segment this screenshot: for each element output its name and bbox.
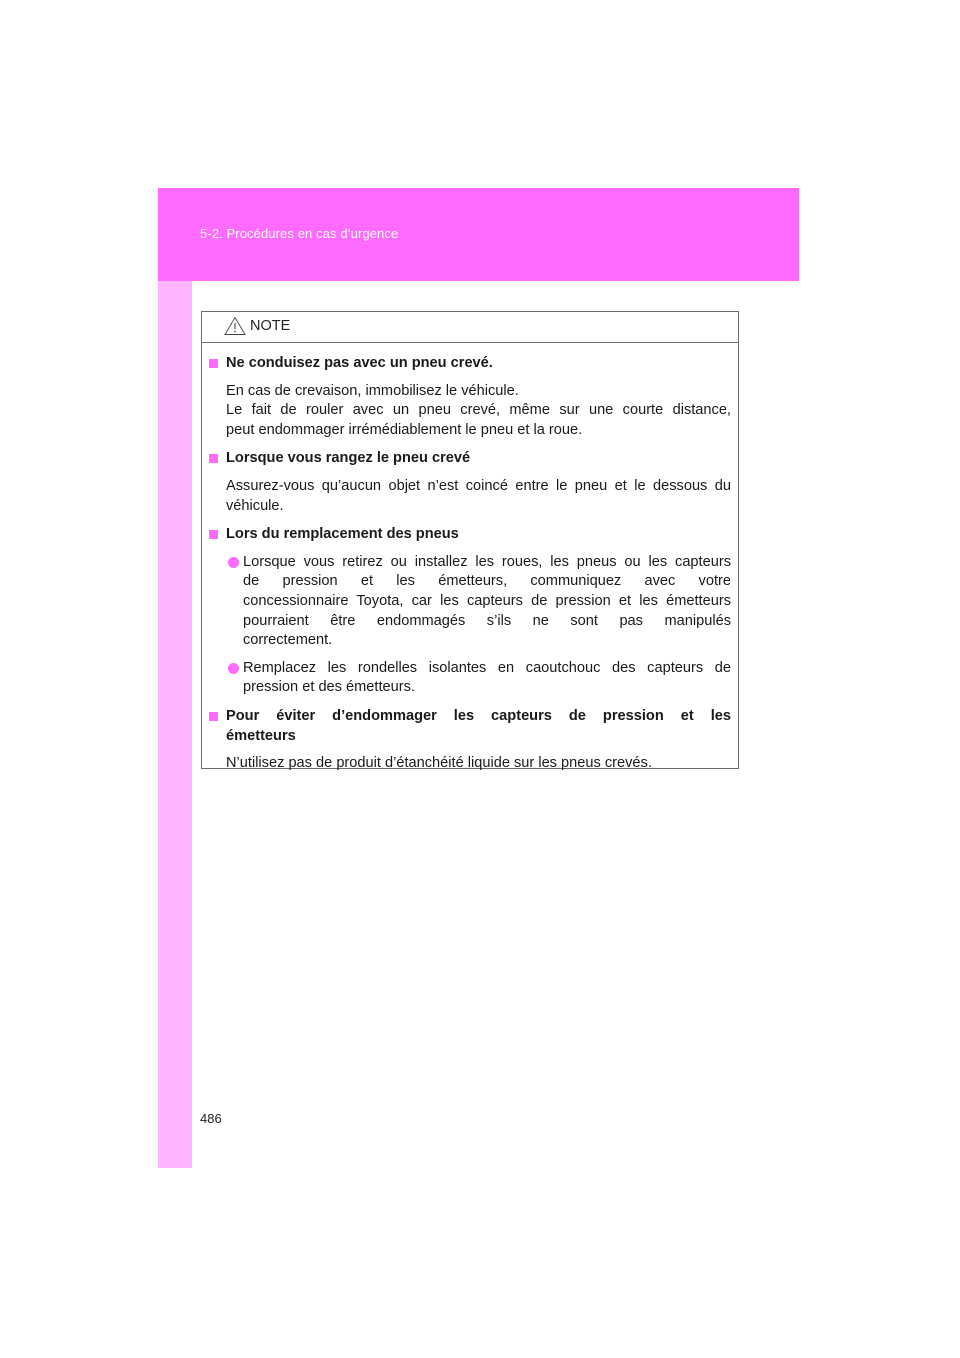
note-heading: Lors du remplacement des pneus bbox=[208, 525, 731, 545]
note-paragraph: Assurez-vous qu’aucun objet n’est coincé entre le pneu et le dessous du véhicule. bbox=[226, 477, 731, 514]
page-number: 486 bbox=[200, 1111, 222, 1126]
round-bullet-icon bbox=[228, 663, 239, 674]
square-bullet-icon bbox=[209, 359, 218, 368]
warning-triangle-icon bbox=[224, 316, 246, 336]
square-bullet-icon bbox=[209, 712, 218, 721]
note-paragraph: En cas de crevaison, immobilisez le véhicule. Le fait de rouler avec un pneu crevé, même sur une courte distance, peut endommager irrémédiablement le pneu et la roue. bbox=[226, 382, 731, 438]
note-heading: Lorsque vous rangez le pneu crevé bbox=[208, 449, 731, 469]
list-item: Remplacez les rondelles isolantes en caoutchouc des capteurs de pression et des émetteurs. bbox=[208, 659, 731, 698]
note-header bbox=[202, 312, 738, 343]
side-strip bbox=[158, 281, 192, 1168]
note-heading: Pour éviter d’endommager les capteurs de pression et les émetteurs bbox=[208, 707, 731, 746]
note-box bbox=[201, 311, 739, 772]
square-bullet-icon bbox=[209, 530, 218, 539]
note-label: NOTE bbox=[250, 318, 291, 334]
note-paragraph: N’utilisez pas de produit d’étanchéité liquide sur les pneus crevés. bbox=[226, 755, 652, 772]
note-heading: Ne conduisez pas avec un pneu crevé. bbox=[208, 354, 731, 374]
round-bullet-icon bbox=[228, 557, 239, 568]
section-title: 5-2. Procédures en cas d’urgence bbox=[200, 226, 399, 241]
list-item: Lorsque vous retirez ou installez les roues, les pneus ou les capteurs de pression et les émetteurs, communiquez avec votre concessionnaire Toyota, car les capteurs de pression et les émetteurs pourraient être endommagés s’ils ne sont pas manipulés correctement. bbox=[208, 553, 731, 651]
square-bullet-icon bbox=[209, 454, 218, 463]
note-body bbox=[202, 343, 738, 774]
